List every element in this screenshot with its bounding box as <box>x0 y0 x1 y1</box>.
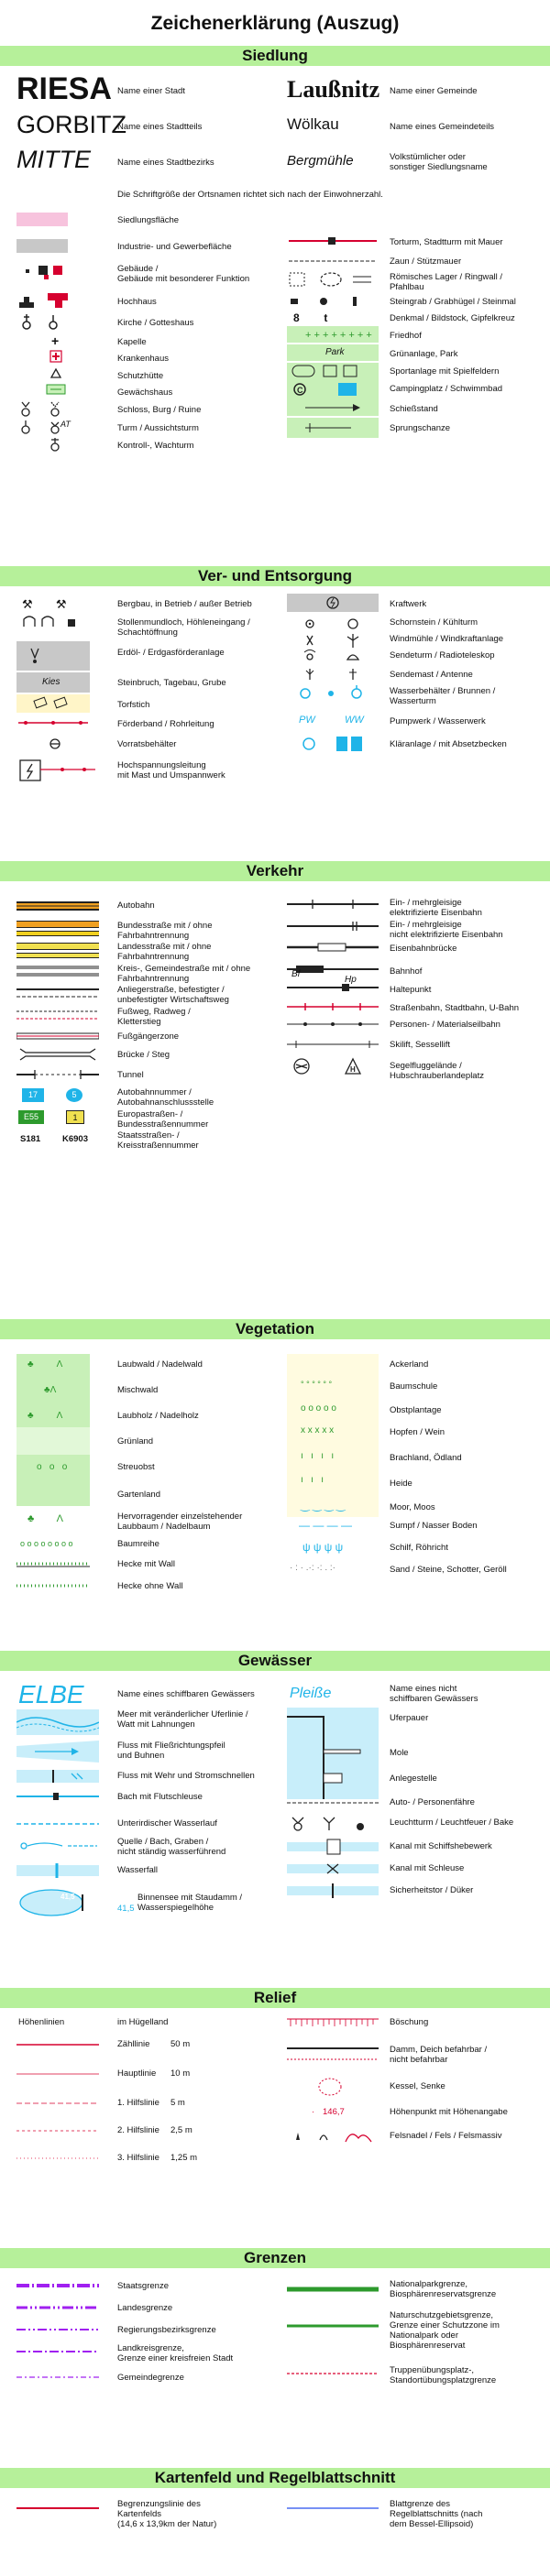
contour-10m <box>16 2070 99 2078</box>
label-mischwald: Mischwald <box>117 1385 159 1395</box>
castle-icon <box>16 399 72 418</box>
landesstrasse-line <box>16 942 99 960</box>
label-ufermauer: Uferpauer <box>390 1713 429 1723</box>
label-sicherheitstor: Sicherheitstor / Düker <box>390 1885 474 1895</box>
contour-5m <box>16 2100 99 2107</box>
label-mole: Mole <box>390 1748 409 1758</box>
federal-road-badge: 1 <box>66 1110 84 1124</box>
sample-gemeinde: Laußnitz <box>287 76 380 103</box>
state-border-line <box>16 2281 99 2290</box>
label-fussgaengerzone: Fußgängerzone <box>117 1031 180 1042</box>
navigable-water-name: ELBE <box>18 1680 84 1708</box>
tram-icon <box>287 1000 379 1013</box>
label-sumpf: Sumpf / Nasser Boden <box>390 1521 478 1531</box>
hedge-with-wall-line <box>16 1559 90 1568</box>
airfield-icon <box>287 1055 379 1077</box>
svg-text:+ + + + + + + +: + + + + + + + + <box>305 330 372 341</box>
windmill-icon <box>287 632 379 649</box>
label-kessel: Kessel, Senke <box>390 2081 446 2091</box>
contour-50m <box>16 2041 99 2048</box>
sheet-boundary-line <box>287 2505 379 2512</box>
state-road-number: S181 <box>20 1134 41 1144</box>
brook-icon <box>16 1790 99 1803</box>
tree-row-icon: o o o o o o o o <box>20 1539 73 1548</box>
label-kreisstrasse: Kreis-, Gemeindestraße mit / ohne Fahrbahntrennung <box>117 964 251 984</box>
label-faehre: Auto- / Personenfähre <box>390 1797 475 1807</box>
label-heide: Heide <box>390 1479 412 1489</box>
label-gemeinde: Name einer Gemeinde <box>390 86 478 96</box>
oil-well-icon <box>16 641 90 671</box>
label-schleuse: Kanal mit Schleuse <box>390 1863 465 1873</box>
label-hochhaus: Hochhaus <box>117 297 157 307</box>
value-zaehllinie: 50 m <box>170 2039 191 2049</box>
label-seilbahn: Personen- / Materialseilbahn <box>390 1020 500 1030</box>
label-fussweg: Fußweg, Radweg / Kletterstieg <box>117 1007 191 1027</box>
label-hochspannung: Hochspannungsleitung mit Mast und Umspannwerk <box>117 760 226 780</box>
label-hilfslinie-2: 2. Hilfslinie <box>117 2125 160 2135</box>
section-vegetation <box>0 1319 550 1339</box>
label-tunnel: Tunnel <box>117 1070 144 1080</box>
section-header: Verkehr <box>0 861 550 881</box>
district-border-line <box>16 2325 99 2334</box>
label-wehr: Fluss mit Wehr und Stromschnellen <box>117 1771 255 1781</box>
label-windmuehle: Windmühle / Windkraftanlage <box>390 634 504 644</box>
label-stadtbezirk: Name eines Stadtbezirks <box>117 158 214 168</box>
label-leuchtturm: Leuchtturm / Leuchtfeuer / Bake <box>390 1817 514 1828</box>
swamp-icon: — — — — <box>299 1519 353 1532</box>
label-landesgrenze: Landesgrenze <box>117 2303 173 2313</box>
sample-stadtbezirk: MITTE <box>16 146 91 173</box>
tower-icon <box>16 418 90 436</box>
label-torturm: Torturm, Stadtturm mit Mauer <box>390 237 503 247</box>
label-sendemast: Sendemast / Antenne <box>390 670 473 680</box>
orchard-icon: o o o <box>37 1462 68 1472</box>
label-siedlungsname: Volkstümlicher oder sonstiger Siedlungsname <box>390 152 488 172</box>
label-binnensee: Binnensee mit Staudamm / Wasserspiegelhöhe <box>138 1893 243 1913</box>
tunnel-mouth-icon <box>16 614 81 628</box>
single-tree-icon: ♣ Λ <box>28 1513 64 1524</box>
watchtower-icon <box>48 436 62 453</box>
autobahn-line <box>16 900 99 912</box>
deciduous-forest-icon: ♣ Λ <box>28 1359 63 1370</box>
kreisstrasse-line <box>16 964 99 980</box>
peat-icon <box>16 694 90 713</box>
non-electric-rail-icon <box>287 920 379 933</box>
label-segelflug: Segelfluggelände / Hubschrauberlandeplatz <box>390 1061 484 1081</box>
label-schornstein: Schornstein / Kühlturm <box>390 617 478 628</box>
height-point-value: 146,7 <box>323 2107 345 2117</box>
shelter-icon <box>50 366 62 379</box>
bf-text: Bf <box>292 969 301 979</box>
label-steinbruch: Steinbruch, Tagebau, Grube <box>117 678 226 688</box>
label-skilift: Skilift, Sessellift <box>390 1040 450 1050</box>
label-hilfslinie-3: 3. Hilfslinie <box>117 2153 160 2163</box>
cable-car-icon <box>287 1019 379 1030</box>
label-sprungschanze: Sprungschanze <box>390 423 451 433</box>
fence-icon <box>287 257 379 266</box>
label-schutzhuette: Schutzhütte <box>117 371 164 381</box>
label-zaun: Zaun / Stützmauer <box>390 257 462 267</box>
label-quelle: Quelle / Bach, Graben / nicht ständig wasserführend <box>117 1837 226 1857</box>
label-naturschutzgebietsgrenze: Naturschutzgebietsgrenze, Grenze einer Schutzzone im Nationalpark oder Biosphärenreservat <box>390 2310 500 2351</box>
label-vorratsbehaelter: Vorratsbehälter <box>117 739 177 749</box>
power-line-icon <box>16 757 99 784</box>
ship-lift-icon <box>287 1838 379 1856</box>
label-autobahnnummer: Autobahnnummer / Autobahnanschlussstelle <box>117 1087 214 1108</box>
sewage-plant-icon <box>287 733 379 755</box>
autobahn-exit-badge: 5 <box>66 1088 82 1102</box>
label-wasserfall: Wasserfall <box>117 1865 158 1875</box>
garden-swatch <box>16 1484 90 1506</box>
church-icon <box>16 311 72 332</box>
chapel-icon: + <box>51 333 60 348</box>
label-hauptlinie: Hauptlinie <box>117 2068 157 2079</box>
svg-text:H: H <box>350 1065 356 1074</box>
antenna-icon <box>287 665 379 683</box>
monument-icon: 8 t <box>293 311 328 324</box>
label-hecke-mit-wall: Hecke mit Wall <box>117 1559 175 1569</box>
size-note: Die Schriftgröße der Ortsnamen richtet sich nach der Einwohnerzahl. <box>117 190 383 200</box>
hollow-icon <box>316 2076 344 2098</box>
label-schloss: Schloss, Burg / Ruine <box>117 405 202 415</box>
water-level-value: 41,5 <box>117 1904 135 1914</box>
section-header: Vegetation <box>0 1319 550 1339</box>
label-anliegerstrasse: Anliegerstraße, befestigter / unbefestigter Wirtschaftsweg <box>117 985 229 1005</box>
power-plant-icon <box>287 594 379 612</box>
camping-icon <box>287 379 379 399</box>
lighthouse-icon <box>287 1814 379 1834</box>
section-header: Gewässer <box>0 1651 550 1671</box>
label-truppenuebungsplatz: Truppenübungsplatz-, Standortübungsplatzgrenze <box>390 2365 497 2385</box>
section-header: Ver- und Entsorgung <box>0 566 550 586</box>
gate-tower-icon <box>287 235 379 247</box>
label-schiffshebewerk: Kanal mit Schiffshebewerk <box>390 1841 492 1851</box>
nursery-icon: ° ° ° ° ° ° <box>301 1380 333 1389</box>
municipal-border-line <box>16 2373 99 2382</box>
pumpwerk-text: PW <box>299 715 315 726</box>
waterfall-icon <box>16 1861 99 1880</box>
mixed-forest-icon: ♣Λ <box>44 1385 57 1395</box>
label-staatsgrenze: Staatsgrenze <box>117 2281 169 2291</box>
weir-icon <box>16 1766 99 1786</box>
label-felsnadel: Felsnadel / Fels / Felsmassiv <box>390 2131 502 2141</box>
safety-gate-icon <box>287 1882 379 1900</box>
section-ver <box>0 566 550 586</box>
map-frame-line <box>16 2505 99 2512</box>
hedge-line <box>16 1581 90 1590</box>
station-icon <box>287 960 379 993</box>
footpath-line <box>16 1008 99 1024</box>
label-streuobst: Streuobst <box>117 1462 155 1472</box>
at-label: AT <box>60 420 71 429</box>
label-schiessstand: Schießstand <box>390 404 438 414</box>
hp-text: Hp <box>345 975 357 985</box>
building-icon <box>16 260 72 286</box>
grassland-swatch <box>16 1427 90 1455</box>
label-gemeindeteil: Name eines Gemeindeteils <box>390 122 495 132</box>
underground-water-icon <box>16 1819 99 1828</box>
label-damm: Damm, Deich befahrbar / nicht befahrbar <box>390 2045 488 2065</box>
hops-icon: x x x x x <box>301 1425 335 1435</box>
label-baumreihe: Baumreihe <box>117 1539 160 1549</box>
label-bruecke: Brücke / Steg <box>117 1050 170 1060</box>
label-zaehllinie: Zähllinie <box>117 2039 150 2049</box>
label-schilf: Schilf, Röhricht <box>390 1543 448 1553</box>
label-turm: Turm / Aussichtsturm <box>117 423 199 433</box>
pedestrian-zone-line <box>16 1031 99 1041</box>
wasserwerk-text: WW <box>345 715 364 726</box>
label-kapelle: Kapelle <box>117 337 147 347</box>
heath-icon: ı ı ı <box>301 1475 324 1485</box>
nature-reserve-border-line <box>287 2321 379 2330</box>
label-kartenfeld: Begrenzungslinie des Kartenfelds (14,6 x 13,9km der Natur) <box>117 2499 217 2529</box>
kies-text: Kies <box>42 677 60 687</box>
contour-1-25m <box>16 2155 99 2162</box>
section-header: Relief <box>0 1988 550 2008</box>
county-border-line <box>16 2347 99 2356</box>
label-nichtelektrische-bahn: Ein- / mehrgleisige nicht elektrifizierte Eisenbahn <box>390 920 503 940</box>
roman-camp-icon <box>287 269 379 289</box>
label-einzelbaum: Hervorragender einzelstehender Laubbaum / Nadelbaum <box>117 1512 243 1532</box>
label-denkmal: Denkmal / Bildstock, Gipfelkreuz <box>390 313 515 323</box>
shooting-range-icon <box>287 399 379 416</box>
svg-text:C: C <box>297 386 303 395</box>
label-bahnhof: Bahnhof <box>390 966 423 977</box>
industry-area-swatch <box>16 239 68 253</box>
section-header: Siedlung <box>0 46 550 66</box>
label-hecke-ohne-wall: Hecke ohne Wall <box>117 1581 183 1591</box>
label-gebaeude: Gebäude / Gebäude mit besonderer Funktion <box>117 264 250 284</box>
lake-level: 41,5 <box>60 1893 75 1901</box>
label-kirche: Kirche / Gotteshaus <box>117 318 194 328</box>
sample-city: RIESA <box>16 71 112 106</box>
autobahn-number-badge: 17 <box>22 1088 44 1102</box>
label-haltepunkt: Haltepunkt <box>390 985 432 995</box>
sports-icon <box>287 363 379 379</box>
label-autobahn: Autobahn <box>117 901 155 911</box>
national-park-border-line <box>287 2285 379 2294</box>
label-elektrische-bahn: Ein- / mehrgleisige elektrifizierte Eisenbahn <box>390 898 482 918</box>
rail-bridge-icon <box>287 940 379 955</box>
label-industrie: Industrie- und Gewerbefläche <box>117 242 232 252</box>
wasteland-icon: ı ı ı ı <box>301 1451 335 1461</box>
label-gemeindegrenze: Gemeindegrenze <box>117 2373 184 2383</box>
label-steingrab: Steingrab / Grabhügel / Steinmal <box>390 297 516 307</box>
label-eisenbahnbruecke: Eisenbahnbrücke <box>390 944 457 954</box>
section-siedlung <box>0 46 550 66</box>
river-arrow-icon <box>16 1739 99 1764</box>
label-schiffbar: Name eines schiffbaren Gewässers <box>117 1689 255 1699</box>
label-sportanlage: Sportanlage mit Spielfeldern <box>390 366 500 377</box>
section-gewaesser <box>0 1651 550 1671</box>
label-hopfen: Hopfen / Wein <box>390 1427 446 1437</box>
label-bundesstrasse: Bundesstraße mit / ohne Fahrbahntrennung <box>117 921 213 941</box>
label-roemisches-lager: Römisches Lager / Ringwall / Pfahlbau <box>390 272 503 292</box>
page-title: Zeichenerklärung (Auszug) <box>150 13 400 34</box>
highrise-icon <box>16 291 72 310</box>
label-camping: Campingplatz / Schwimmbad <box>390 384 503 394</box>
label-laubholz: Laubholz / Nadelholz <box>117 1411 199 1421</box>
label-landkreisgrenze: Landkreisgrenze, Grenze einer kreisfreien Stadt <box>117 2343 234 2363</box>
label-foerderband: Förderband / Rohrleitung <box>117 719 214 729</box>
lock-icon <box>287 1860 379 1878</box>
label-gartenland: Gartenland <box>117 1490 161 1500</box>
label-klaeranlage: Kläranlage / mit Absetzbecken <box>390 739 507 749</box>
transmitter-icon <box>287 649 379 665</box>
label-fluss-pfeil: Fluss mit Fließrichtungspfeil und Buhnen <box>117 1741 226 1761</box>
contour-2-5m <box>16 2127 99 2134</box>
non-navigable-water-name: Pleiße <box>290 1686 332 1701</box>
bridge-icon <box>16 1046 99 1063</box>
label-blattgrenze: Blattgrenze des Regelblattschnitts (nach dem Bessel-Ellipsoid) <box>390 2499 483 2529</box>
label-regierungsbezirksgrenze: Regierungsbezirksgrenze <box>117 2325 216 2335</box>
value-hilfslinie-2: 2,5 m <box>170 2125 192 2135</box>
label-europastrasse: Europastraßen- / Bundesstraßennummer <box>117 1109 209 1130</box>
label-siedlungsflaeche: Siedlungsfläche <box>117 215 180 225</box>
moor-icon: ‿ ‿ ‿ ‿ <box>301 1499 346 1512</box>
label-kraftwerk: Kraftwerk <box>390 599 427 609</box>
section-relief <box>0 1988 550 2008</box>
european-road-badge: E55 <box>18 1110 44 1124</box>
label-obstplantage: Obstplantage <box>390 1405 442 1415</box>
label-stadtteil: Name eines Stadtteils <box>117 122 203 132</box>
label-bergbau: Bergbau, in Betrieb / außer Betrieb <box>117 599 252 609</box>
water-tank-icon <box>287 683 379 704</box>
label-bach: Bach mit Flutschleuse <box>117 1792 203 1802</box>
tunnel-icon <box>16 1068 99 1081</box>
lake-icon <box>16 1887 99 1918</box>
value-hilfslinie-1: 5 m <box>170 2098 185 2108</box>
label-friedhof: Friedhof <box>390 331 422 341</box>
label-kontrollturm: Kontroll-, Wachturm <box>117 441 194 451</box>
storage-tank-icon <box>48 737 62 751</box>
training-area-border-line <box>287 2369 379 2378</box>
value-hauptlinie: 10 m <box>170 2068 191 2079</box>
label-landesstrasse: Landesstraße mit / ohne Fahrbahntrennung <box>117 942 212 962</box>
quarry-swatch <box>16 672 90 693</box>
bundesstrasse-line <box>16 920 99 938</box>
embankment-icon <box>287 2015 379 2030</box>
section-header: Grenzen <box>0 2248 550 2268</box>
label-moor: Moor, Moos <box>390 1502 435 1512</box>
conveyor-icon <box>16 716 90 729</box>
label-gewaechshaus: Gewächshaus <box>117 387 173 398</box>
section-kartenfeld <box>0 2468 550 2488</box>
label-nicht-schiffbar: Name eines nicht schiffbaren Gewässers <box>390 1684 478 1704</box>
electric-rail-icon <box>287 898 379 911</box>
settlement-area-swatch <box>16 213 68 226</box>
label-boeschung: Böschung <box>390 2017 429 2027</box>
cemetery-swatch <box>287 326 379 343</box>
park-text: Park <box>325 347 345 357</box>
fruit-plantation-icon: o o o o o <box>301 1403 336 1414</box>
land-border-line <box>16 2303 99 2312</box>
contour-heading: Höhenlinien <box>18 2017 65 2027</box>
label-staatsstrasse: Staatsstraßen- / Kreisstraßennummer <box>117 1130 199 1151</box>
label-stollenmundloch: Stollenmundloch, Höhleneingang / Schachtöffnung <box>117 617 250 638</box>
hospital-icon <box>50 350 62 363</box>
label-ackerland: Ackerland <box>390 1359 429 1370</box>
dam-icon <box>287 2043 379 2065</box>
label-wasserbehaelter: Wasserbehälter / Brunnen / Wasserturm <box>390 686 496 706</box>
sample-siedlungsname: Bergmühle <box>287 153 354 169</box>
section-grenzen <box>0 2248 550 2268</box>
greenhouse-icon <box>46 383 66 396</box>
mining-icon: ⚒ ⚒ <box>22 597 67 611</box>
label-gruenanlage: Grünanlage, Park <box>390 349 458 359</box>
label-torfstich: Torfstich <box>117 700 150 710</box>
label-gruenland: Grünland <box>117 1436 154 1446</box>
section-header: Kartenfeld und Regelblattschnitt <box>0 2468 550 2488</box>
park-swatch <box>287 344 379 361</box>
spring-icon <box>16 1836 99 1856</box>
label-sendeturm: Sendeturm / Radioteleskop <box>390 650 495 660</box>
value-hilfslinie-3: 1,25 m <box>170 2153 198 2163</box>
sand-icon: · : · .·: ·: . :· <box>290 1563 336 1573</box>
ski-jump-icon <box>287 418 379 438</box>
label-krankenhaus: Krankenhaus <box>117 354 169 364</box>
shore-wall-icon <box>287 1708 379 1799</box>
label-erdoel: Erdöl- / Erdgasförderanlage <box>117 648 225 658</box>
label-brachland: Brachland, Ödland <box>390 1453 462 1463</box>
label-unterirdisch: Unterirdischer Wasserlauf <box>117 1818 217 1828</box>
sample-stadtteil: GORBITZ <box>16 111 126 138</box>
woody-icon: ♣ Λ <box>28 1411 63 1421</box>
label-meer: Meer mit veränderlicher Uferlinie / Watt mit Lahnungen <box>117 1709 248 1730</box>
height-point-icon: · <box>312 2107 314 2116</box>
label-hoehenpunkt: Höhenpunkt mit Höhenangabe <box>390 2107 508 2117</box>
chimney-icon <box>287 616 379 632</box>
label-baumschule: Baumschule <box>390 1381 438 1392</box>
label-hilfslinie-1: 1. Hilfslinie <box>117 2098 160 2108</box>
sea-icon <box>16 1709 99 1735</box>
section-verkehr <box>0 861 550 881</box>
reed-icon: ψ ψ ψ ψ <box>302 1541 344 1554</box>
hill-country-heading: im Hügelland <box>117 2017 169 2027</box>
ferry-icon <box>287 1796 379 1810</box>
label-city: Name einer Stadt <box>117 86 185 96</box>
anliegerstrasse-line <box>16 986 99 1002</box>
label-laubwald: Laubwald / Nadelwald <box>117 1359 203 1370</box>
stone-grave-icon <box>287 295 379 308</box>
sample-gemeindeteil: Wölkau <box>287 115 339 133</box>
ski-lift-icon <box>287 1039 379 1050</box>
county-road-number: K6903 <box>62 1134 88 1144</box>
label-pumpwerk: Pumpwerk / Wasserwerk <box>390 716 486 726</box>
label-strassenbahn: Straßenbahn, Stadtbahn, U-Bahn <box>390 1003 520 1013</box>
rock-icon <box>287 2127 379 2145</box>
label-nationalparkgrenze: Nationalparkgrenze, Biosphärenreservatsgrenze <box>390 2279 497 2299</box>
label-anlegestelle: Anlegestelle <box>390 1774 437 1784</box>
label-sand: Sand / Steine, Schotter, Geröll <box>390 1565 507 1575</box>
